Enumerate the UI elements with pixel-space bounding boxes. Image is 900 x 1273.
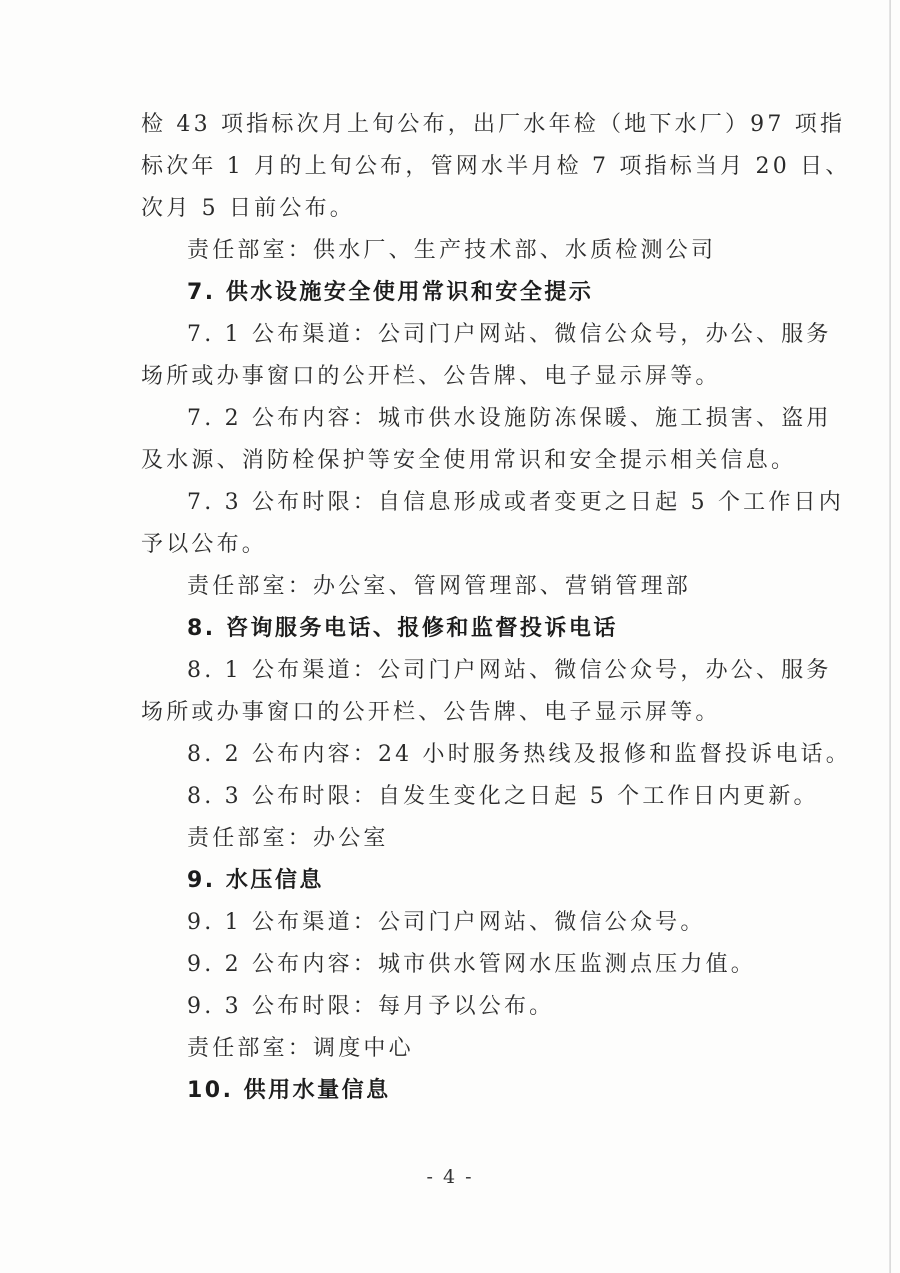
body-line: 场所或办事窗口的公开栏、公告牌、电子显示屏等。 — [141, 364, 721, 389]
page-number: - 4 - — [426, 1166, 474, 1188]
body-line: 8. 2 公布内容：24 小时服务热线及报修和监督投诉电话。 — [187, 742, 851, 767]
section-heading-8: 8. 咨询服务电话、报修和监督投诉电话 — [187, 616, 618, 641]
section-heading-9: 9. 水压信息 — [187, 868, 324, 893]
responsible-dept-line: 责任部室：办公室 — [187, 826, 389, 851]
body-line: 7. 2 公布内容：城市供水设施防冻保暖、施工损害、盗用 — [187, 406, 832, 431]
body-line: 次月 5 日前公布。 — [141, 196, 355, 221]
body-line: 标次年 1 月的上旬公布，管网水半月检 7 项指标当月 20 日、 — [141, 154, 851, 179]
body-line: 9. 3 公布时限：每月予以公布。 — [187, 994, 555, 1019]
body-line: 8. 1 公布渠道：公司门户网站、微信公众号，办公、服务 — [187, 658, 832, 683]
body-line: 予以公布。 — [141, 532, 268, 557]
scan-edge — [889, 0, 891, 1273]
section-heading-7: 7. 供水设施安全使用常识和安全提示 — [187, 280, 594, 305]
body-line: 检 43 项指标次月上旬公布，出厂水年检（地下水厂）97 项指 — [141, 112, 846, 137]
responsible-dept-line: 责任部室：调度中心 — [187, 1036, 414, 1061]
section-heading-10: 10. 供用水量信息 — [187, 1078, 391, 1103]
responsible-dept-line: 责任部室：供水厂、生产技术部、水质检测公司 — [187, 238, 717, 263]
body-line: 及水源、消防栓保护等安全使用常识和安全提示相关信息。 — [141, 448, 797, 473]
body-line: 7. 1 公布渠道：公司门户网站、微信公众号，办公、服务 — [187, 322, 832, 347]
document-body — [141, 104, 851, 1112]
body-line: 9. 1 公布渠道：公司门户网站、微信公众号。 — [187, 910, 706, 935]
body-line: 9. 2 公布内容：城市供水管网水压监测点压力值。 — [187, 952, 756, 977]
body-line: 场所或办事窗口的公开栏、公告牌、电子显示屏等。 — [141, 700, 721, 725]
body-line: 7. 3 公布时限：自信息形成或者变更之日起 5 个工作日内 — [187, 490, 844, 515]
responsible-dept-line: 责任部室：办公室、管网管理部、营销管理部 — [187, 574, 692, 599]
body-line: 8. 3 公布时限：自发生变化之日起 5 个工作日内更新。 — [187, 784, 819, 809]
